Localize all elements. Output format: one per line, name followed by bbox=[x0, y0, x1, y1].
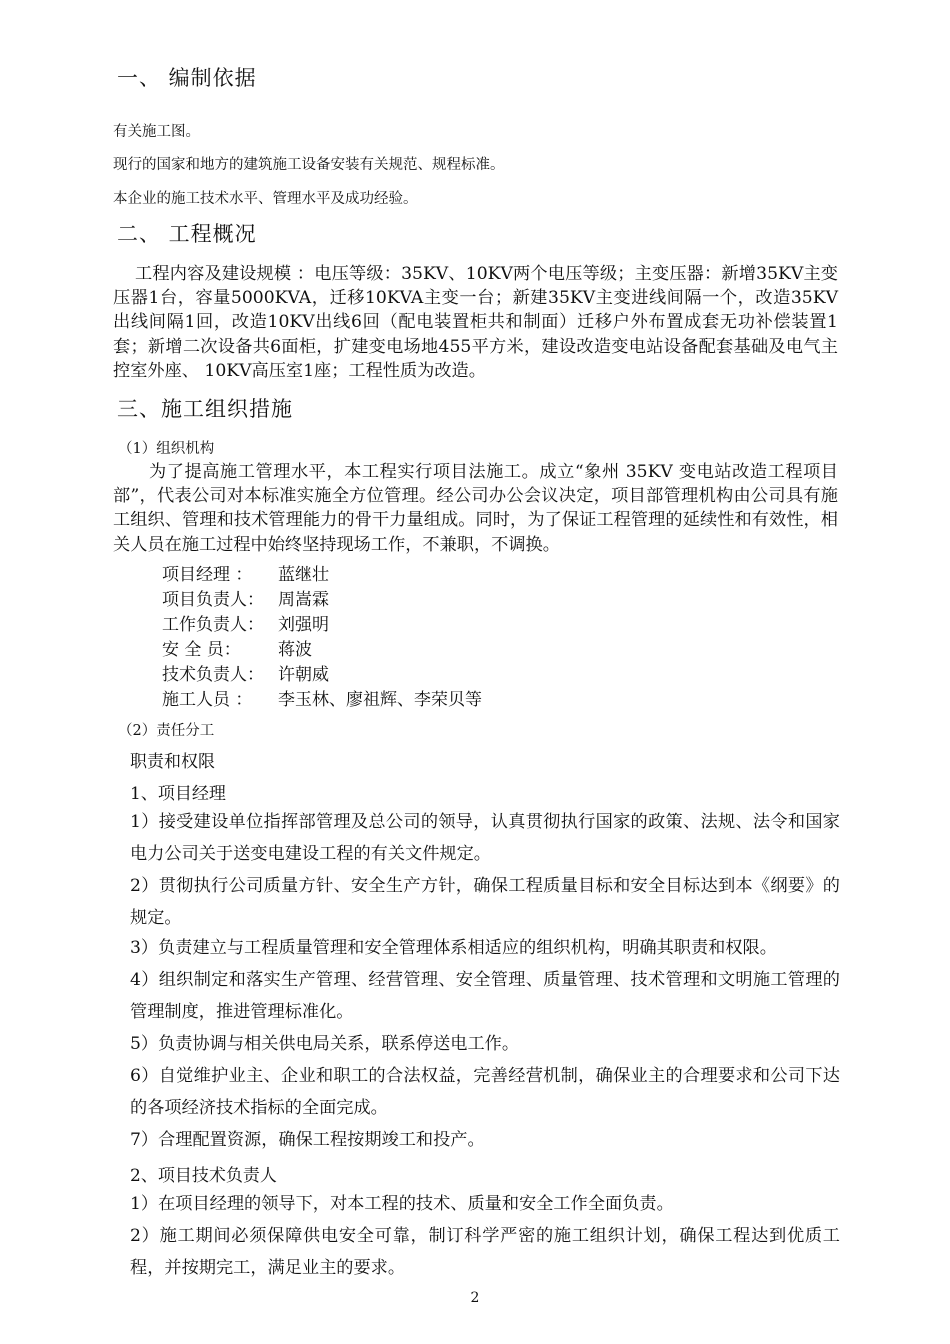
roster-row bbox=[162, 685, 482, 710]
page-number: 2 bbox=[470, 1290, 480, 1306]
pm-item-1: 1）接受建设单位指挥部管理及总公司的领导，认真贯彻执行国家的政策、法规、法令和国家电力公司关于送变电建设工程的有关文件规定。 bbox=[130, 812, 840, 864]
roster-name: 刘强明 bbox=[278, 615, 329, 635]
pm-item-6: 6）自觉维护业主、企业和职工的合法权益，完善经营机制，确保业主的合理要求和公司下达的各项经济技术指标的全面完成。 bbox=[130, 1066, 840, 1118]
tech-item-1: 1）在项目经理的领导下，对本工程的技术、质量和安全工作全面负责。 bbox=[130, 1194, 674, 1214]
roster-row bbox=[162, 610, 329, 635]
roster-role: 施工人员 ： bbox=[162, 690, 253, 710]
roster-name: 蒋波 bbox=[278, 640, 312, 660]
roster-name: 周嵩霖 bbox=[278, 590, 329, 610]
duty-subtitle: 职责和权限 bbox=[130, 752, 215, 772]
roster-role: 项目经理 ： bbox=[162, 565, 253, 585]
roster-role: 技术负责人： bbox=[162, 665, 264, 685]
roster-name: 许朝威 bbox=[278, 665, 329, 685]
org-title: （1）组织机构 bbox=[118, 441, 215, 457]
pm-item-5: 5）负责协调与相关供电局关系，联系停送电工作。 bbox=[130, 1034, 520, 1054]
tech-title: 2、项目技术负责人 bbox=[130, 1166, 277, 1186]
pm-item-4: 4）组织制定和落实生产管理、经营管理、安全管理、质量管理、技术管理和文明施工管理的管理制度，推进管理标准化。 bbox=[130, 970, 840, 1022]
roster-name: 蓝继壮 bbox=[278, 565, 329, 585]
tech-item-2: 2）施工期间必须保障供电安全可靠，制订科学严密的施工组织计划，确保工程达到优质工程，并按期完工，满足业主的要求。 bbox=[130, 1226, 840, 1278]
pm-item-3: 3）负责建立与工程质量管理和安全管理体系相适应的组织机构，明确其职责和权限。 bbox=[130, 938, 777, 958]
roster-role: 工作负责人： bbox=[162, 615, 264, 635]
roster-row bbox=[162, 585, 329, 610]
org-paragraph: 为了提高施工管理水平，本工程实行项目法施工。成立“象州 35KV 变电站改造工程项目部”，代表公司对本标准实施全方位管理。经公司办公会议决定，项目部管理机构由公司具有施工组织、管理和技术管理能力的骨干力量组成。同时，为了保证工程管理的延续性和有效性，相关人员在施工过程中始终坚持现场工作，不兼职，不调换。 bbox=[113, 462, 838, 555]
pm-title: 1、项目经理 bbox=[130, 784, 226, 804]
heading-measures: 三、施工组织措施 bbox=[117, 397, 293, 421]
roster-row bbox=[162, 660, 329, 685]
roster-role: 安 全 员： bbox=[162, 640, 241, 660]
roster-row bbox=[162, 635, 312, 660]
roster-name: 李玉林、廖祖辉、李荣贝等 bbox=[278, 690, 482, 710]
heading-basis: 一、 编制依据 bbox=[117, 66, 257, 90]
overview-paragraph: 工程内容及建设规模 ：电压等级：35KV、10KV两个电压等级；主变压器：新增35KV主变压器1台，容量5000KVA，迁移10KVA主变一台；新建35KV主变进线间隔一个，改造35KV出线间隔1回，改造10KV出线6回（配电装置柜共和制面）迁移户外布置成套无功补偿装置1套；新增二次设备共6面柜，扩建变电场地455平方米，建设改造变电站设备配套基础及电气主控室外座、 10KV高压室1座；工程性质为改造。 bbox=[113, 264, 838, 381]
basis-item-3: 本企业的施工技术水平、管理水平及成功经验。 bbox=[113, 191, 418, 207]
roster-role: 项目负责人： bbox=[162, 590, 264, 610]
roster-row bbox=[162, 560, 329, 585]
pm-item-2: 2）贯彻执行公司质量方针、安全生产方针，确保工程质量目标和安全目标达到本《纲要》的规定。 bbox=[130, 876, 840, 928]
heading-overview: 二、 工程概况 bbox=[117, 222, 257, 246]
duty-title: （2）责任分工 bbox=[118, 723, 215, 739]
pm-item-7: 7）合理配置资源，确保工程按期竣工和投产。 bbox=[130, 1130, 485, 1150]
basis-item-1: 有关施工图。 bbox=[113, 124, 200, 140]
basis-item-2: 现行的国家和地方的建筑施工设备安装有关规范、规程标准。 bbox=[113, 157, 505, 173]
